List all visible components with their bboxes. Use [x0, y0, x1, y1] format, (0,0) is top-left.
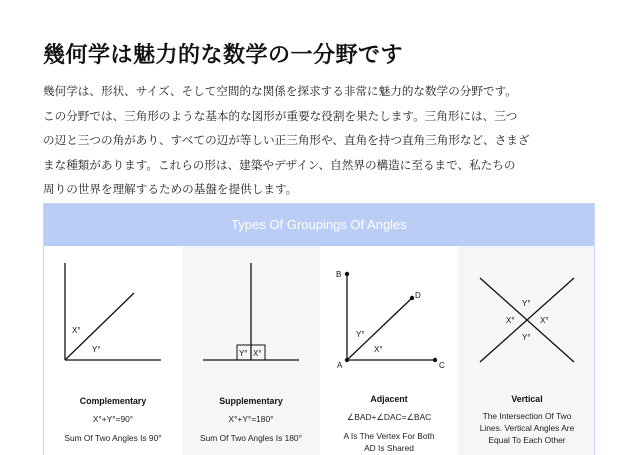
panel-desc: A Is The Vertex For Both [343, 431, 435, 441]
point-a [345, 358, 349, 362]
angle-y-label: Y° [239, 349, 248, 358]
panel-desc: Equal To Each Other [488, 435, 566, 445]
panel-formula: X°+Y°=90° [92, 414, 134, 424]
article-paragraph [43, 79, 603, 202]
angles-figure [43, 203, 595, 455]
page-title: 幾何学は魅力的な数学の一分野です [43, 43, 404, 68]
panel-complementary [44, 246, 182, 455]
figure-header: Types Of Groupings Of Angles [44, 204, 594, 246]
panel-desc: Lines. Vertical Angles Are [479, 423, 575, 433]
vertical-diagram [458, 246, 595, 386]
panel-supplementary [182, 246, 320, 455]
point-d [410, 296, 414, 300]
angle-y-label: Y° [92, 345, 101, 354]
label-c: C [439, 361, 445, 370]
panel-desc: Sum Of Two Angles Is 90° [64, 433, 162, 443]
angle-y-label: Y° [356, 330, 365, 339]
paragraph-line: の辺と三つの角があり、すべての辺が等しい正三角形や、直角を持つ直角三角形など、さまざ [43, 133, 530, 147]
panel-desc: Sum Of Two Angles Is 180° [200, 433, 302, 443]
angle-x-label: X° [374, 345, 383, 354]
angle-x-label: X° [72, 326, 81, 335]
panel-adjacent [320, 246, 458, 455]
paragraph-line: この分野では、三角形のような基本的な図形が重要な役割を果たします。三角形には、三つ [43, 108, 518, 123]
panel-formula: X°+Y°=180° [228, 414, 274, 424]
panel-title: Adjacent [370, 394, 408, 404]
panel-title: Supplementary [219, 396, 283, 406]
angle-x-left-label: X° [506, 316, 515, 325]
panel-title: Complementary [79, 396, 147, 406]
angle-x-right-label: X° [540, 316, 549, 325]
angle-y-bottom-label: Y° [522, 333, 531, 342]
complementary-diagram [44, 246, 182, 386]
panel-formula: ∠BAD+∠DAC=∠BAC [346, 412, 432, 422]
label-b: B [336, 270, 342, 279]
point-c [433, 358, 437, 362]
angle-x-label: X° [253, 349, 262, 358]
paragraph-line: まな種類があります。これらの形は、建築やデザイン、自然界の構造に至るまで、私たちの [43, 157, 516, 172]
panel-desc: AD Is Shared [364, 443, 414, 453]
supplementary-diagram [182, 246, 320, 386]
label-a: A [337, 361, 343, 370]
point-b [345, 272, 349, 276]
label-d: D [415, 291, 421, 300]
adjacent-diagram [320, 246, 458, 386]
paragraph-line: 幾何学は、形状、サイズ、そして空間的な関係を探求する非常に魅力的な数学の分野です。 [43, 84, 517, 98]
panel-vertical [458, 246, 595, 455]
angle-y-top-label: Y° [522, 299, 531, 308]
panel-desc: The Intersection Of Two [482, 411, 572, 421]
paragraph-line: 周りの世界を理解するための基盤を提供します。 [43, 182, 298, 196]
panel-title: Vertical [511, 394, 543, 404]
